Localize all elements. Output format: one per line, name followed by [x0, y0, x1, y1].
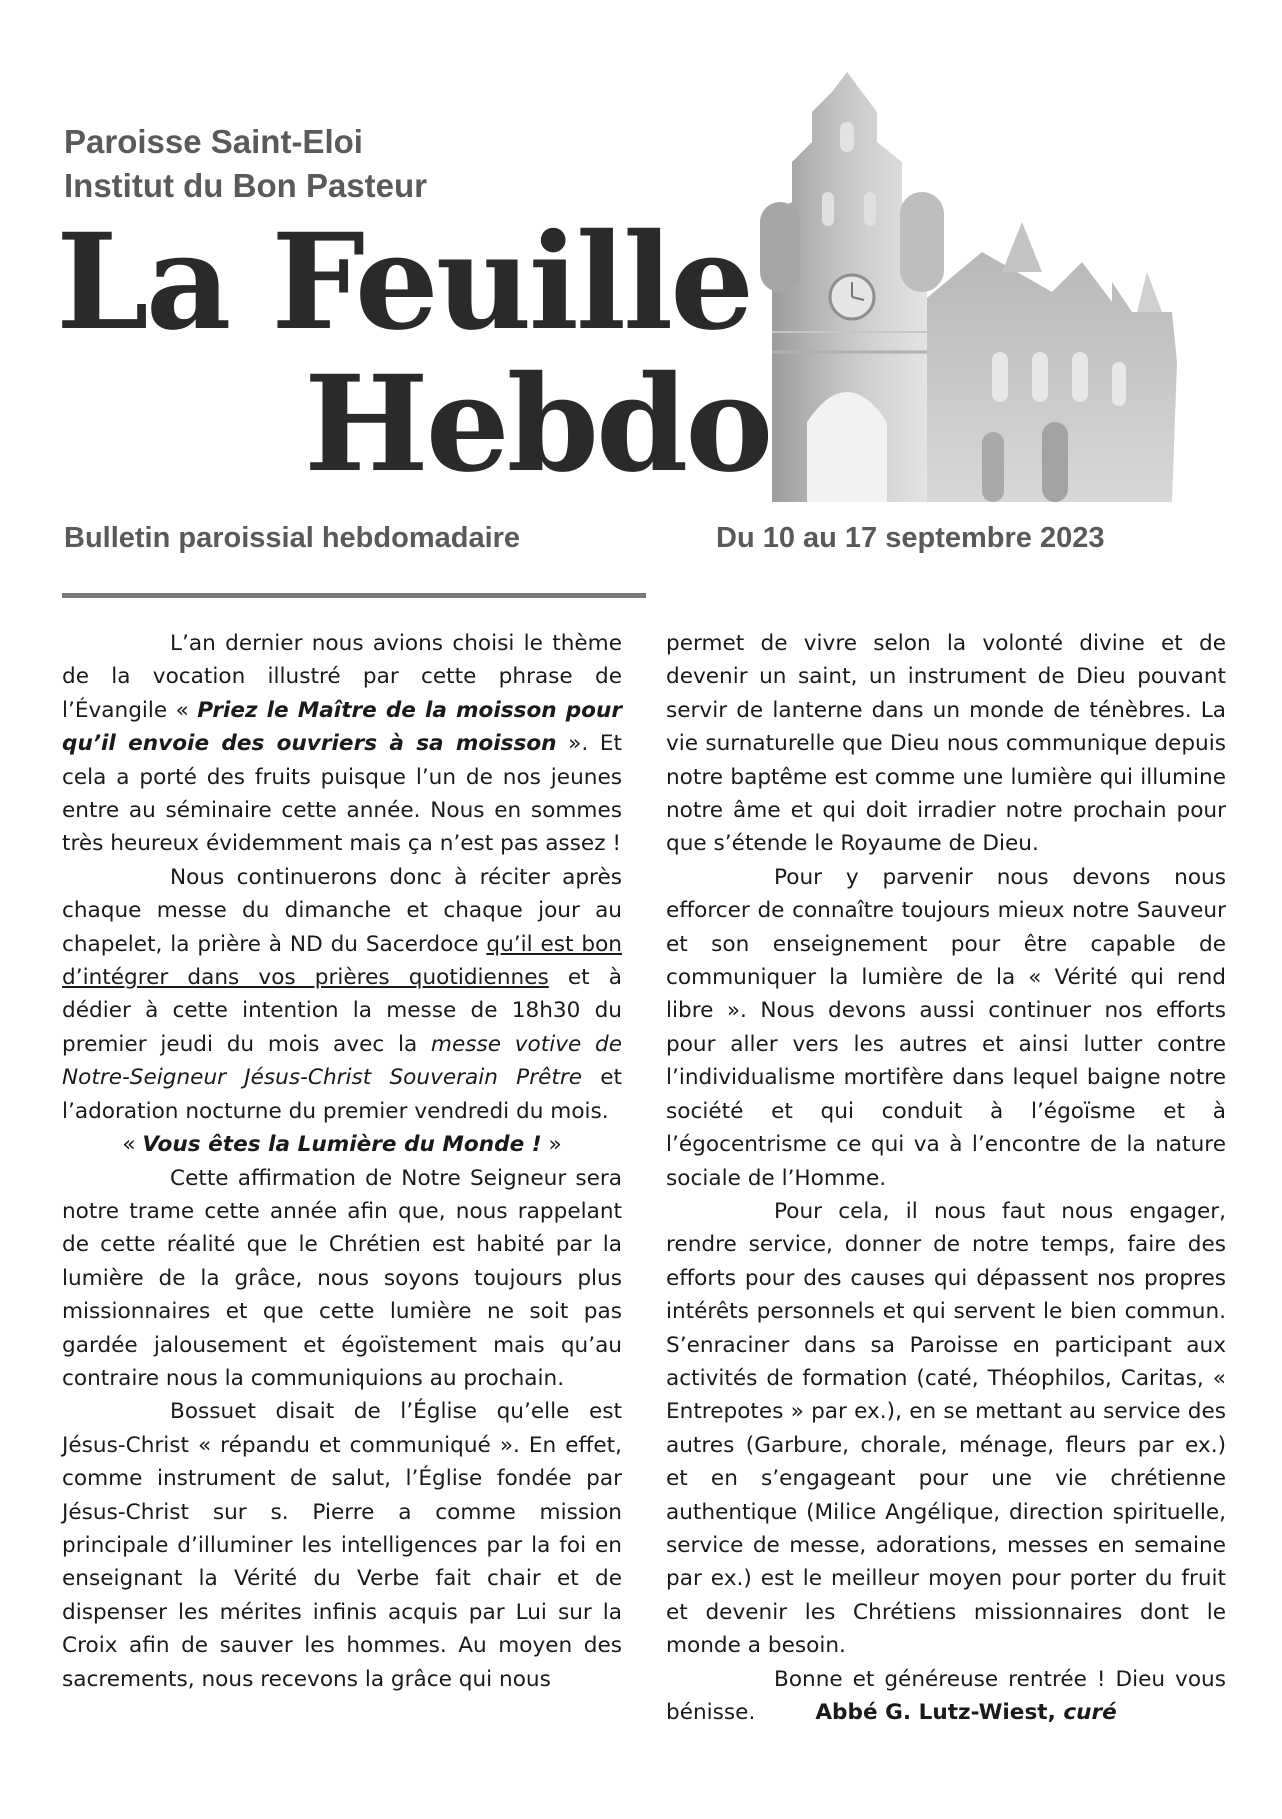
text-run: Nous continuerons donc à réciter après chaque messe du dimanche et chaque jour au chapelet, la prière à ND du Sacerdoce [62, 864, 622, 957]
theme-quote [62, 1128, 622, 1161]
title-line-2: Hebdo [304, 347, 771, 502]
paragraph: Cette affirmation de Notre Seigneur sera notre trame cette année afin que, nous rappelant de cette réalité que le Chrétien est habité par la lumière de la grâce, nous soyons toujours plus missionnaires et que cette lumière ne soit pas gardée jalousement et égoïstement mais qu’au contraire nous la communiquions au prochain. [62, 1165, 622, 1391]
title-line-1: La Feuille [56, 205, 752, 360]
paragraph: Pour y parvenir nous devons nous efforcer de connaître toujours mieux notre Sauveur et son enseignement pour être capable de communiquer la lumière de la « Vérité qui rend libre ». Nous devons aussi continuer nos efforts pour aller vers les autres et ainsi lutter contre l’individualisme mortifère dans lequel baigne notre société et qui conduit à l’égoïsme et à l’égocentrisme ce qui va à l’encontre de la nature sociale de l’Homme. [666, 864, 1226, 1191]
text-run: L’an dernier nous avions choisi le thème de la vocation illustré par cette phrase de l’Évangile « [62, 631, 622, 723]
text-run: Bonne et généreuse rentrée ! Dieu vous bénisse. [666, 1666, 1226, 1725]
text-run: ». Et cela a porté des fruits puisque l’un de nos jeunes entre au séminaire cette année. Nous en sommes très heureux évidemment mais ça n’est pas assez ! [62, 731, 622, 857]
paragraph: Pour cela, il nous faut nous engager, rendre service, donner de notre temps, faire des efforts pour des causes qui dépassent nos propres intérêts personnels et qui servent le bien commun. S’enraciner dans sa Paroisse en participant aux activités de formation (caté, Théophilos, Caritas, « Entrepotes » par ex.), en se mettant au service des autres (Garbure, chorale, ménage, fleurs par ex.) et en s’engageant pour une vie chrétienne authentique (Milice Angélique, direction spirituelle, service de messe, adorations, messes en semaine par ex.) est le meilleur moyen pour porter du fruit et devenir les Chrétiens missionnaires dont le monde a besoin. [666, 1198, 1226, 1659]
text-run: et à dédier à cette intention la messe de 18h30 du premier jeudi du mois avec la [62, 965, 622, 1057]
paragraph [62, 861, 622, 1128]
italic-text: messe votive de Notre-Seigneur Jésus-Christ Souverain Prêtre [62, 1031, 622, 1091]
text-run: « [122, 1132, 143, 1158]
parish-name: Paroisse Saint-Eloi [64, 123, 363, 160]
paragraph: Bossuet disait de l’Église qu’elle est Jésus-Christ « répandu et communiqué ». En effet, comme instrument de salut, l’Église fondée par Jésus-Christ sur s. Pierre a comme mission principale d’illuminer les intelligences par la foi en enseignant la Vérité du Verbe fait chair et de dispenser les mérites infinis acquis par Lui sur la Croix afin de sauver les hommes. Au moyen des sacrements, nous recevons la grâce qui nous [62, 1399, 622, 1692]
signature-name: Abbé G. Lutz-Wiest, [815, 1700, 1064, 1725]
gospel-quote: Priez le Maître de la moisson pour qu’il envoie des ouvriers à sa moisson [62, 697, 623, 757]
paragraph [62, 627, 622, 861]
parish-header [64, 120, 427, 208]
text-run: et l’adoration nocturne du premier vendredi du mois. [62, 1065, 622, 1124]
article-column-right [666, 627, 1226, 1729]
text-run: » [541, 1132, 562, 1158]
theme-quote-text: Vous êtes la Lumière du Monde ! [142, 1132, 542, 1158]
underlined-text: qu’il est bon d’intégrer dans vos prières quotidiennes [62, 931, 622, 991]
bulletin-subtitle: Bulletin paroissial hebdomadaire [64, 522, 521, 554]
signature-role: curé [1063, 1700, 1117, 1725]
newsletter-title [56, 205, 771, 502]
article-column-left [62, 627, 622, 1696]
paragraph: permet de vivre selon la volonté divine et de devenir un saint, un instrument de Dieu pouvant servir de lanterne dans un monde de ténèbres. La vie surnaturelle que Dieu nous communique depuis notre baptême est comme une lumière qui illumine notre âme et qui doit irradier notre prochain pour que s’étende le Royaume de Dieu. [666, 631, 1226, 857]
institute-name: Institut du Bon Pasteur [64, 167, 427, 204]
header-divider [62, 593, 646, 598]
issue-date: Du 10 au 17 septembre 2023 [716, 522, 1105, 554]
signature [755, 1700, 1116, 1725]
church-tower-engraving-icon [752, 62, 1192, 514]
closing-paragraph [666, 1663, 1226, 1730]
